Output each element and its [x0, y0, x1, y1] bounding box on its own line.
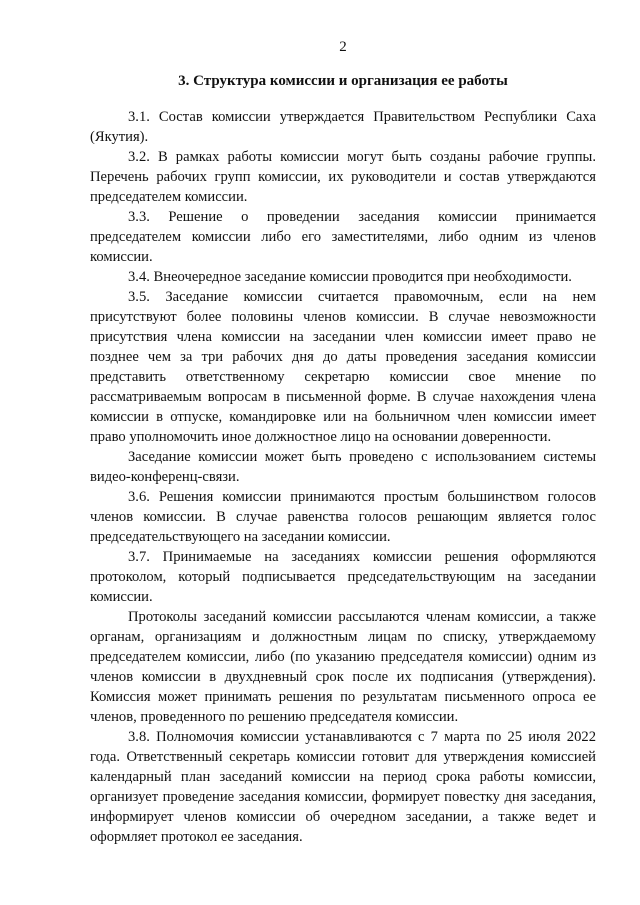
- page-number: 2: [339, 39, 347, 55]
- paragraph-3-5: 3.5. Заседание комиссии считается правомочным, если на нем присутствуют более половины членов комиссии. В случае невозможности присутствия члена комиссии на заседании член комиссии имеет право не позднее чем за три рабочих дня до даты проведения заседания комиссии представить ответственному секретарю комиссии свое мнение по рассматриваемым вопросам в письменной форме. В случае нахождения члена комиссии в отпуске, командировке или на больничном член комиссии имеет право уполномочить иное должностное лицо на основании доверенности.: [90, 289, 596, 445]
- paragraph-3-7: 3.7. Принимаемые на заседаниях комиссии решения оформляются протоколом, который подписывается председательствующим на заседании комиссии.: [90, 549, 596, 605]
- paragraph-protocols: Протоколы заседаний комиссии рассылаются членам комиссии, а также органам, организациям и должностным лицам по списку, утверждаемому председателем комиссии, либо (по указанию председателя комиссии) одним из членов комиссии в двухдневный срок после их подписания (утверждения). Комиссия может принимать решения по результатам письменного опроса ее членов, проведенного по решению председателя комиссии.: [90, 609, 596, 725]
- paragraph-3-2: 3.2. В рамках работы комиссии могут быть созданы рабочие группы. Перечень рабочих групп комиссии, их руководители и состав утверждаются председателем комиссии.: [90, 149, 596, 205]
- section-title: 3. Структура комиссии и организация ее работы: [178, 73, 508, 89]
- paragraph-3-1: 3.1. Состав комиссии утверждается Правительством Республики Саха (Якутия).: [90, 109, 596, 145]
- paragraph-3-6: 3.6. Решения комиссии принимаются простым большинством голосов членов комиссии. В случае равенства голосов решающим является голос председательствующего на заседании комиссии.: [90, 489, 596, 545]
- section-body: [90, 107, 596, 847]
- paragraph-3-8: 3.8. Полномочия комиссии устанавливаются с 7 марта по 25 июля 2022 года. Ответственный секретарь комиссии готовит для утверждения комиссией календарный план заседаний комиссии на период срока работы комиссии, организует проведение заседания комиссии, формирует повестку дня заседания, информирует членов комиссии об очередном заседании, а также ведет и оформляет протокол ее заседания.: [90, 729, 596, 845]
- paragraph-3-4: 3.4. Внеочередное заседание комиссии проводится при необходимости.: [128, 269, 572, 285]
- paragraph-3-3: 3.3. Решение о проведении заседания комиссии принимается председателем комиссии либо его заместителями, либо одним из членов комиссии.: [90, 209, 596, 265]
- paragraph-video-conference: Заседание комиссии может быть проведено с использованием системы видео-конференц-связи.: [90, 449, 596, 485]
